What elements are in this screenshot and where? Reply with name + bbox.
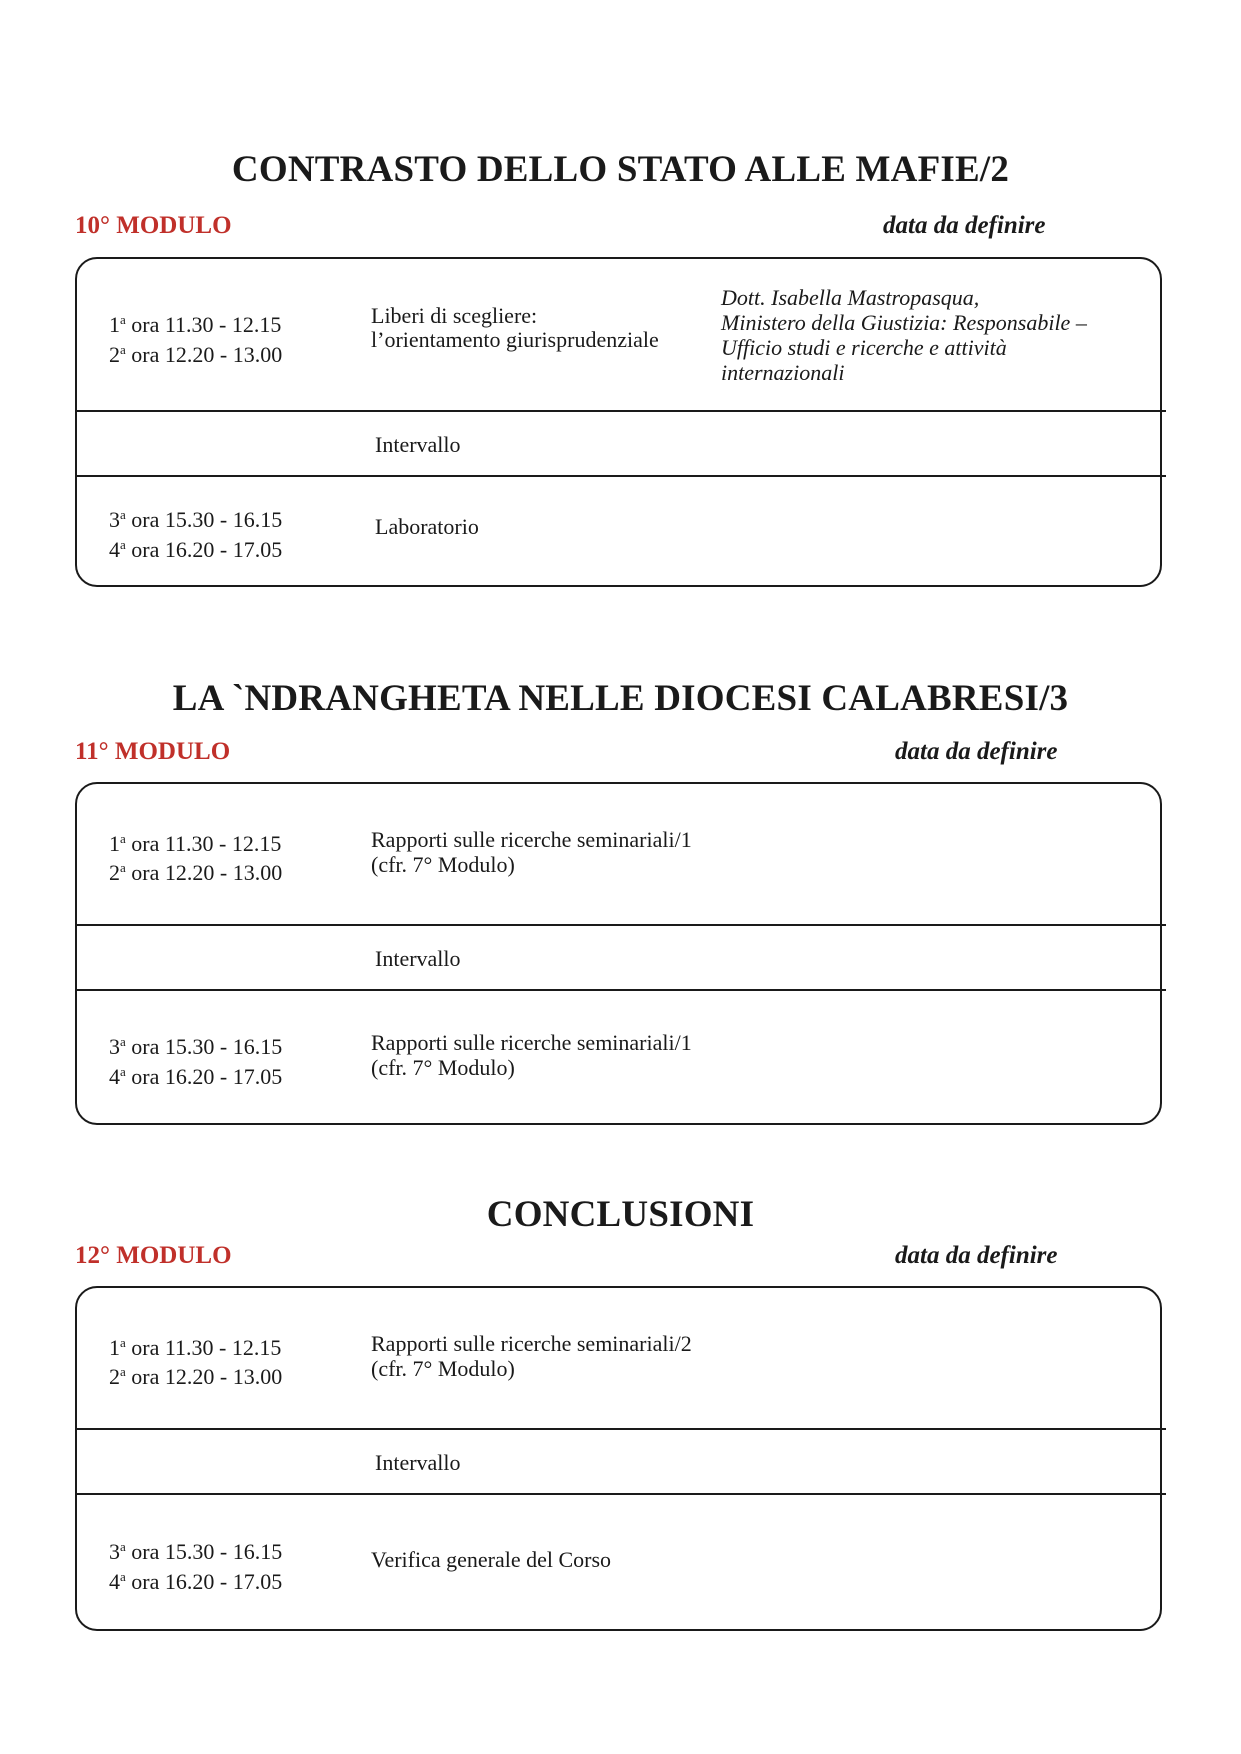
break-label: Intervallo — [375, 1450, 461, 1475]
speaker-line: Ufficio studi e ricerche e attività — [721, 335, 1007, 360]
module-label: 11° MODULO — [75, 738, 231, 765]
divider — [75, 475, 1166, 477]
hour-line: 1$^a$ ora 11.30 - 12.15 — [109, 831, 282, 856]
speaker-line: Dott. Isabella Mastropasqua, — [721, 285, 980, 310]
date-label: data da definire — [895, 1242, 1058, 1269]
hour-line: 3$^a$ ora 15.30 - 16.15 — [109, 507, 283, 532]
section-title: CONCLUSIONI — [486, 1194, 755, 1235]
hour-line: 2$^a$ ora 12.20 - 13.00 — [109, 860, 283, 885]
topic-line: (cfr. 7° Modulo) — [371, 1356, 515, 1381]
schedule-box — [75, 782, 1162, 1125]
hour-line: 4$^a$ ora 16.20 - 17.05 — [109, 1064, 283, 1089]
section-title: CONTRASTO DELLO STATO ALLE MAFIE/2 — [231, 149, 1010, 190]
topic-line: Verifica generale del Corso — [371, 1547, 612, 1572]
topic-line: Laboratorio — [375, 514, 479, 539]
hour-line: 4$^a$ ora 16.20 - 17.05 — [109, 537, 283, 562]
divider — [75, 410, 1166, 412]
topic-line: Rapporti sulle ricerche seminariali/1 — [371, 827, 692, 852]
topic-line: Rapporti sulle ricerche seminariali/1 — [371, 1030, 692, 1055]
hour-line: 1$^a$ ora 11.30 - 12.15 — [109, 1335, 282, 1360]
divider — [75, 1428, 1166, 1430]
hour-line: 2$^a$ ora 12.20 - 13.00 — [109, 1364, 283, 1389]
hour-line: 2$^a$ ora 12.20 - 13.00 — [109, 342, 283, 367]
section-title: LA `NDRANGHETA NELLE DIOCESI CALABRESI/3 — [172, 678, 1069, 719]
hour-line: 3$^a$ ora 15.30 - 16.15 — [109, 1539, 283, 1564]
speaker-line: Ministero della Giustizia: Responsabile – — [721, 310, 1087, 335]
break-label: Intervallo — [375, 432, 461, 457]
schedule-box — [75, 1286, 1162, 1631]
break-label: Intervallo — [375, 946, 461, 971]
date-label: data da definire — [895, 738, 1058, 765]
topic-line: (cfr. 7° Modulo) — [371, 852, 515, 877]
schedule-box — [75, 257, 1162, 587]
hour-line: 1$^a$ ora 11.30 - 12.15 — [109, 312, 282, 337]
divider — [75, 989, 1166, 991]
topic-line: Liberi di scegliere: — [371, 303, 538, 328]
speaker-line: internazionali — [721, 360, 845, 385]
topic-line: Rapporti sulle ricerche seminariali/2 — [371, 1331, 692, 1356]
topic-line: l’orientamento giurisprudenziale — [371, 327, 659, 352]
hour-line: 4$^a$ ora 16.20 - 17.05 — [109, 1569, 283, 1594]
date-label: data da definire — [883, 212, 1046, 239]
divider — [75, 1493, 1166, 1495]
module-label: 12° MODULO — [75, 1242, 232, 1269]
hour-line: 3$^a$ ora 15.30 - 16.15 — [109, 1034, 283, 1059]
divider — [75, 924, 1166, 926]
module-label: 10° MODULO — [75, 212, 232, 239]
topic-line: (cfr. 7° Modulo) — [371, 1055, 515, 1080]
